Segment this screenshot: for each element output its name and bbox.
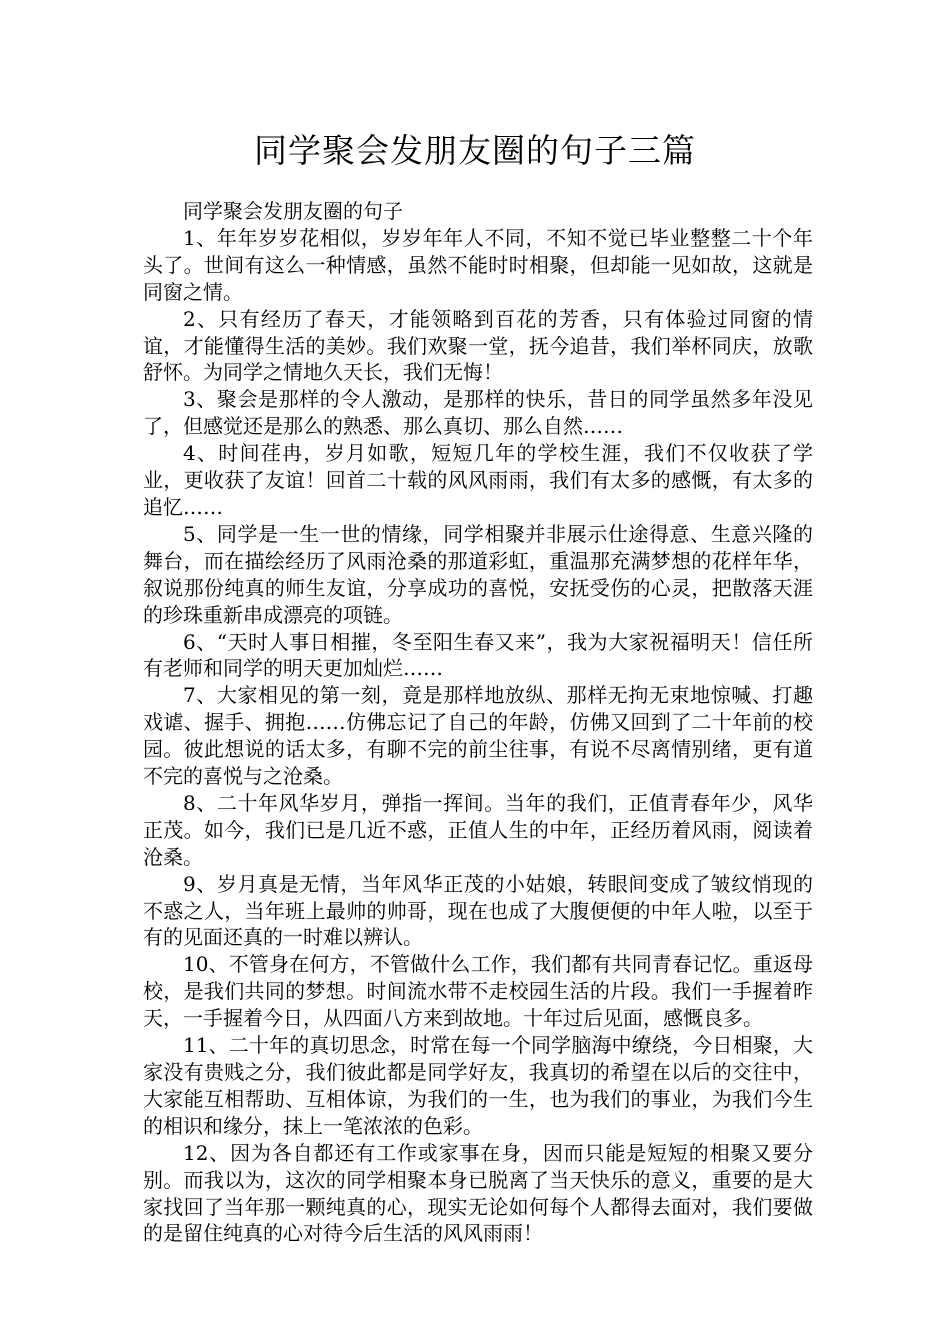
paragraph-9: 9、岁月真是无情，当年风华正茂的小姑娘，转眼间变成了皱纹悄现的不惑之人，当年班上最帅的帅哥，现在也成了大腹便便的中年人啦，以至于有的见面还真的一时难以辨认。 xyxy=(143,871,813,950)
paragraph-4: 4、时间荏冉，岁月如歌，短短几年的学校生涯，我们不仅收获了学业，更收获了友谊！回首二十载的风风雨雨，我们有太多的感慨，有太多的追忆…… xyxy=(143,441,813,519)
paragraph-6: 6、“天时人事日相摧，冬至阳生春又来”，我为大家祝福明天！信任所有老师和同学的明天更加灿烂…… xyxy=(143,629,813,681)
paragraph-11: 11、二十年的真切思念，时常在每一个同学脑海中缭绕，今日相聚，大家没有贵贱之分，我们彼此都是同学好友，我真切的希望在以后的交往中，大家能互相帮助、互相体谅，为我们的一生，也为我们的事业，为我们今生的相识和缘分，抹上一笔浓浓的色彩。 xyxy=(143,1033,813,1138)
paragraph-3: 3、聚会是那样的令人激动，是那样的快乐，昔日的同学虽然多年没见了，但感觉还是那么的熟悉、那么真切、那么自然…… xyxy=(143,387,813,439)
paragraph-1: 1、年年岁岁花相似，岁岁年年人不同，不知不觉已毕业整整二十个年头了。世间有这么一种情感，虽然不能时时相聚，但却能一见如故，这就是同窗之情。 xyxy=(143,225,813,304)
document-body xyxy=(143,198,813,1247)
paragraph-5: 5、同学是一生一世的情缘，同学相聚并非展示仕途得意、生意兴隆的舞台，而在描绘经历了风雨沧桑的那道彩虹，重温那充满梦想的花样年华，叙说那份纯真的师生友谊，分享成功的喜悦，安抚受伤的心灵，把散落天涯的珍珠重新串成漂亮的项链。 xyxy=(143,521,813,627)
section-heading: 同学聚会发朋友圈的句子 xyxy=(183,199,403,223)
paragraph-2: 2、只有经历了春天，才能领略到百花的芳香，只有体验过同窗的情谊，才能懂得生活的美妙。我们欢聚一堂，抚今追昔，我们举杯同庆，放歌舒怀。为同学之情地久天长，我们无悔！ xyxy=(143,306,813,385)
document-title: 同学聚会发朋友圈的句子三篇 xyxy=(254,131,696,170)
paragraph-10: 10、不管身在何方，不管做什么工作，我们都有共同青春记忆。重返母校，是我们共同的梦想。时间流水带不走校园生活的片段。我们一手握着昨天，一手握着今日，从四面八方来到故地。十年过后见面，感慨良多。 xyxy=(143,952,813,1031)
paragraph-12: 12、因为各自都还有工作或家事在身，因而只能是短短的相聚又要分别。而我以为，这次的同学相聚本身已脱离了当天快乐的意义，重要的是大家找回了当年那一颗纯真的心，现实无论如何每个人都得去面对，我们要做的是留住纯真的心对待今后生活的风风雨雨！ xyxy=(143,1140,813,1246)
paragraph-8: 8、二十年风华岁月，弹指一挥间。当年的我们，正值青春年少，风华正茂。如今，我们已是几近不惑，正值人生的中年，正经历着风雨，阅读着沧桑。 xyxy=(143,790,813,869)
paragraph-7: 7、大家相见的第一刻，竟是那样地放纵、那样无拘无束地惊喊、打趣戏谑、握手、拥抱……仿佛忘记了自己的年龄，仿佛又回到了二十年前的校园。彼此想说的话太多，有聊不完的前尘往事，有说不尽离情别绪，更有道不完的喜悦与之沧桑。 xyxy=(143,683,813,789)
